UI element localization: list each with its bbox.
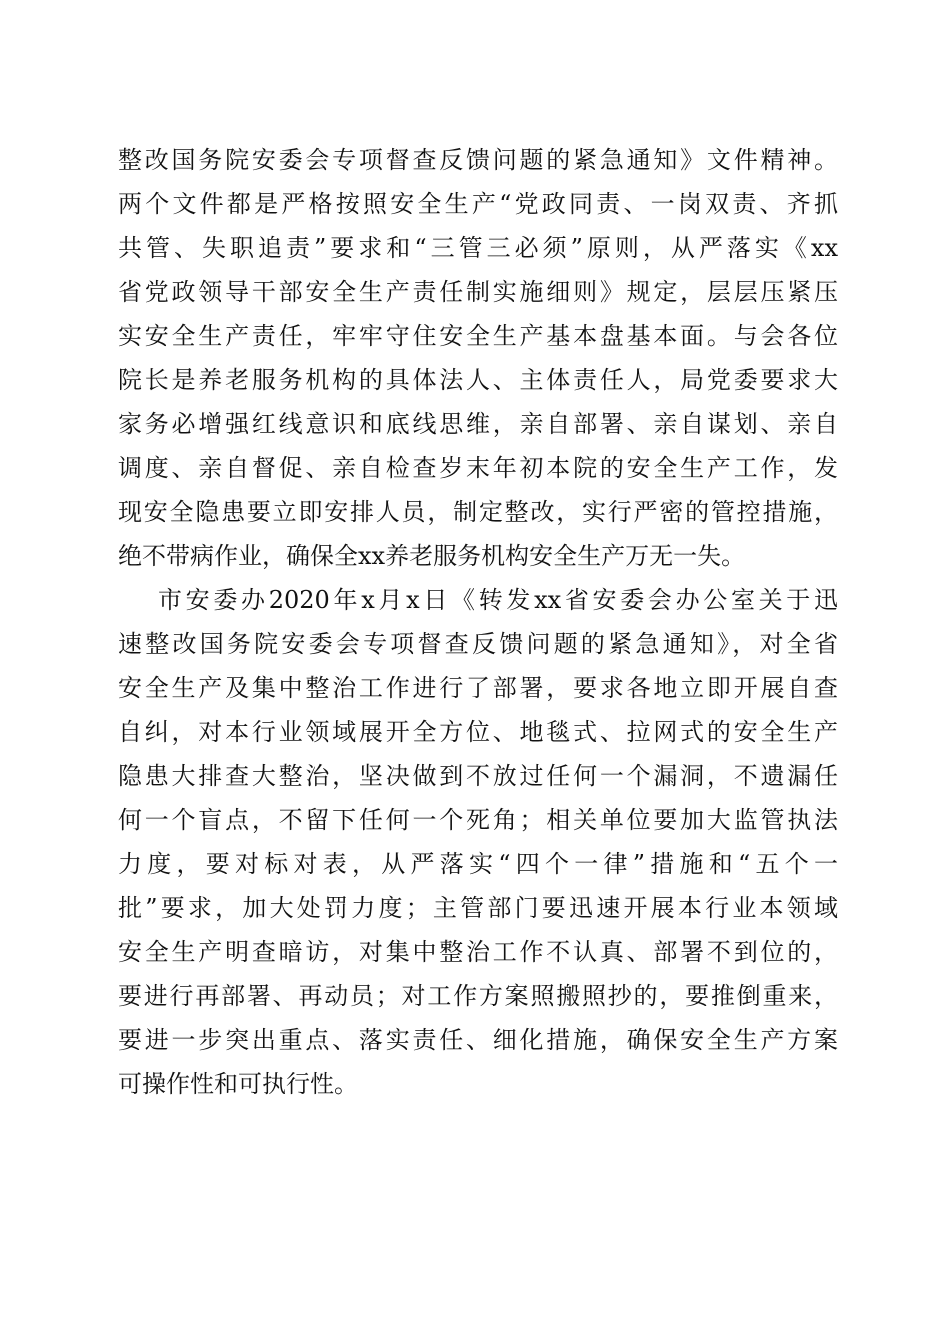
paragraph-line: 安全生产及集中整治工作进行了部署，要求各地立即开展自查	[118, 674, 838, 702]
paragraph-line: 两个文件都是严格按照安全生产“党政同责、一岗双责、齐抓	[118, 190, 838, 218]
paragraph-line: 安全生产明查暗访，对集中整治工作不认真、部署不到位的，	[118, 938, 838, 966]
paragraph-line: 市安委办2020年x月x日《转发xx省安委会办公室关于迅	[158, 586, 838, 614]
paragraph-line: 自纠，对本行业领域展开全方位、地毯式、拉网式的安全生产	[118, 718, 838, 746]
paragraph-line: 院长是养老服务机构的具体法人、主体责任人，局党委要求大	[118, 366, 838, 394]
paragraph-line: 可操作性和可执行性。	[118, 1070, 358, 1098]
paragraph-line: 何一个盲点，不留下任何一个死角；相关单位要加大监管执法	[118, 806, 838, 834]
paragraph-line: 省党政领导干部安全生产责任制实施细则》规定，层层压紧压	[118, 278, 838, 306]
paragraph-line: 批”要求，加大处罚力度；主管部门要迅速开展本行业本领域	[118, 894, 838, 922]
paragraph-line: 实安全生产责任，牢牢守住安全生产基本盘基本面。与会各位	[118, 322, 838, 350]
paragraph-line: 要进行再部署、再动员；对工作方案照搬照抄的，要推倒重来，	[118, 982, 838, 1010]
document-body	[118, 138, 838, 1106]
paragraph-line: 家务必增强红线意识和底线思维，亲自部署、亲自谋划、亲自	[118, 410, 838, 438]
paragraph-1	[118, 138, 838, 578]
paragraph-2	[118, 578, 838, 1106]
paragraph-line: 隐患大排查大整治，坚决做到不放过任何一个漏洞，不遗漏任	[118, 762, 838, 790]
paragraph-line: 现安全隐患要立即安排人员，制定整改，实行严密的管控措施，	[118, 498, 838, 526]
paragraph-line: 共管、失职追责”要求和“三管三必须”原则，从严落实《xx	[118, 234, 838, 262]
paragraph-line: 力度，要对标对表，从严落实“四个一律”措施和“五个一	[118, 850, 838, 878]
paragraph-line: 整改国务院安委会专项督查反馈问题的紧急通知》文件精神。	[118, 146, 838, 174]
paragraph-line: 绝不带病作业，确保全xx养老服务机构安全生产万无一失。	[118, 542, 746, 570]
paragraph-line: 速整改国务院安委会专项督查反馈问题的紧急通知》，对全省	[118, 630, 838, 658]
paragraph-line: 要进一步突出重点、落实责任、细化措施，确保安全生产方案	[118, 1026, 838, 1054]
paragraph-line: 调度、亲自督促、亲自检查岁末年初本院的安全生产工作，发	[118, 454, 838, 482]
